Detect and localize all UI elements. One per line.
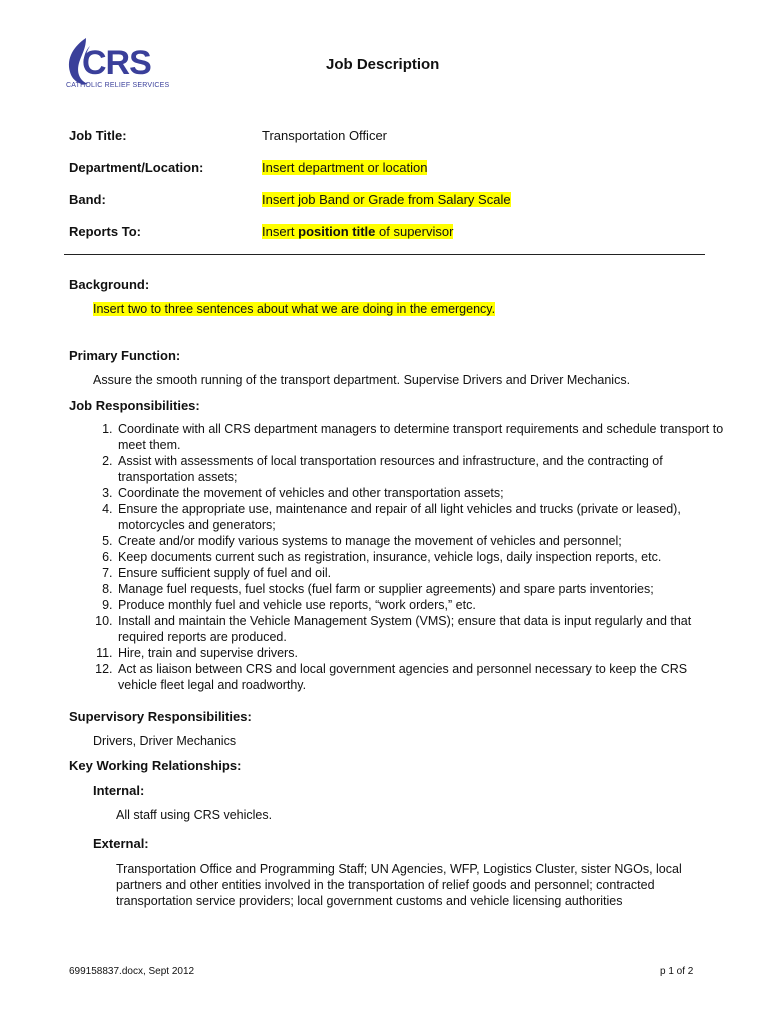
list-item: 5. Create and/or modify various systems to manage the movement of vehicles and personnel; bbox=[116, 533, 726, 549]
supervisory-text: Drivers, Driver Mechanics bbox=[93, 734, 237, 748]
list-item: 9. Produce monthly fuel and vehicle use reports, “work orders,” etc. bbox=[116, 597, 726, 613]
footer-page-number: p 1 of 2 bbox=[660, 966, 694, 977]
relationships-heading: Key Working Relationships: bbox=[69, 758, 242, 773]
job-title-label: Job Title: bbox=[69, 128, 127, 143]
job-responsibilities-heading: Job Responsibilities: bbox=[69, 398, 200, 413]
reports-to-label: Reports To: bbox=[69, 224, 141, 239]
band-placeholder: Insert job Band or Grade from Salary Scale bbox=[262, 192, 511, 207]
list-item: 11. Hire, train and supervise drivers. bbox=[116, 645, 726, 661]
job-title-value: Transportation Officer bbox=[262, 128, 387, 143]
department-placeholder: Insert department or location bbox=[262, 160, 428, 175]
reports-to-suffix: of supervisor bbox=[375, 224, 454, 239]
primary-function-heading: Primary Function: bbox=[69, 348, 181, 363]
reports-to-prefix: Insert bbox=[262, 224, 299, 239]
responsibilities-list bbox=[92, 421, 726, 693]
supervisory-heading: Supervisory Responsibilities: bbox=[69, 709, 252, 724]
list-item: 8. Manage fuel requests, fuel stocks (fuel farm or supplier agreements) and spare parts inventories; bbox=[116, 581, 726, 597]
background-text bbox=[93, 301, 495, 317]
logo-subtitle: CATHOLIC RELIEF SERVICES bbox=[66, 82, 170, 89]
background-placeholder: Insert two to three sentences about what we are doing in the emergency. bbox=[93, 302, 496, 316]
background-heading: Background: bbox=[69, 277, 150, 292]
department-label: Department/Location: bbox=[69, 160, 204, 175]
document-title: Job Description bbox=[326, 56, 440, 73]
list-item: 6. Keep documents current such as registration, insurance, vehicle logs, daily inspection reports, etc. bbox=[116, 549, 726, 565]
list-item: 7. Ensure sufficient supply of fuel and oil. bbox=[116, 565, 726, 581]
external-text: Transportation Office and Programming Staff; UN Agencies, WFP, Logistics Cluster, sister NGOs, local partners and other entities involved in the transportation of relief goods and personnel; contracted transportation service providers; local government customs and vehicle licensing authorities bbox=[116, 862, 682, 908]
list-item: 10. Install and maintain the Vehicle Management System (VMS); ensure that data is input regularly and that required reports are produced. bbox=[116, 613, 726, 645]
reports-to-bold: position title bbox=[298, 224, 376, 239]
department-value bbox=[262, 160, 427, 175]
header-divider bbox=[64, 254, 705, 255]
list-item: 3. Coordinate the movement of vehicles and other transportation assets; bbox=[116, 485, 726, 501]
reports-to-value bbox=[262, 224, 453, 239]
list-item: 4. Ensure the appropriate use, maintenance and repair of all light vehicles and trucks (private or leased), motorcycles and generators; bbox=[116, 501, 726, 533]
band-label: Band: bbox=[69, 192, 106, 207]
crs-logo bbox=[64, 34, 170, 94]
primary-function-text: Assure the smooth running of the transport department. Supervise Drivers and Driver Mechanics. bbox=[93, 373, 631, 387]
internal-text: All staff using CRS vehicles. bbox=[116, 808, 273, 822]
band-value bbox=[262, 192, 511, 207]
list-item: 1. Coordinate with all CRS department managers to determine transport requirements and schedule transport to meet them. bbox=[116, 421, 726, 453]
logo-wordmark: CRS bbox=[82, 44, 151, 82]
external-heading: External: bbox=[93, 836, 149, 851]
list-item: 12. Act as liaison between CRS and local government agencies and personnel necessary to keep the CRS vehicle fleet legal and roadworthy. bbox=[116, 661, 726, 693]
internal-heading: Internal: bbox=[93, 783, 145, 798]
list-item: 2. Assist with assessments of local transportation resources and infrastructure, and the contracting of transportation assets; bbox=[116, 453, 726, 485]
reports-to-placeholder bbox=[262, 224, 453, 239]
footer-filename: 699158837.docx, Sept 2012 bbox=[69, 966, 195, 977]
